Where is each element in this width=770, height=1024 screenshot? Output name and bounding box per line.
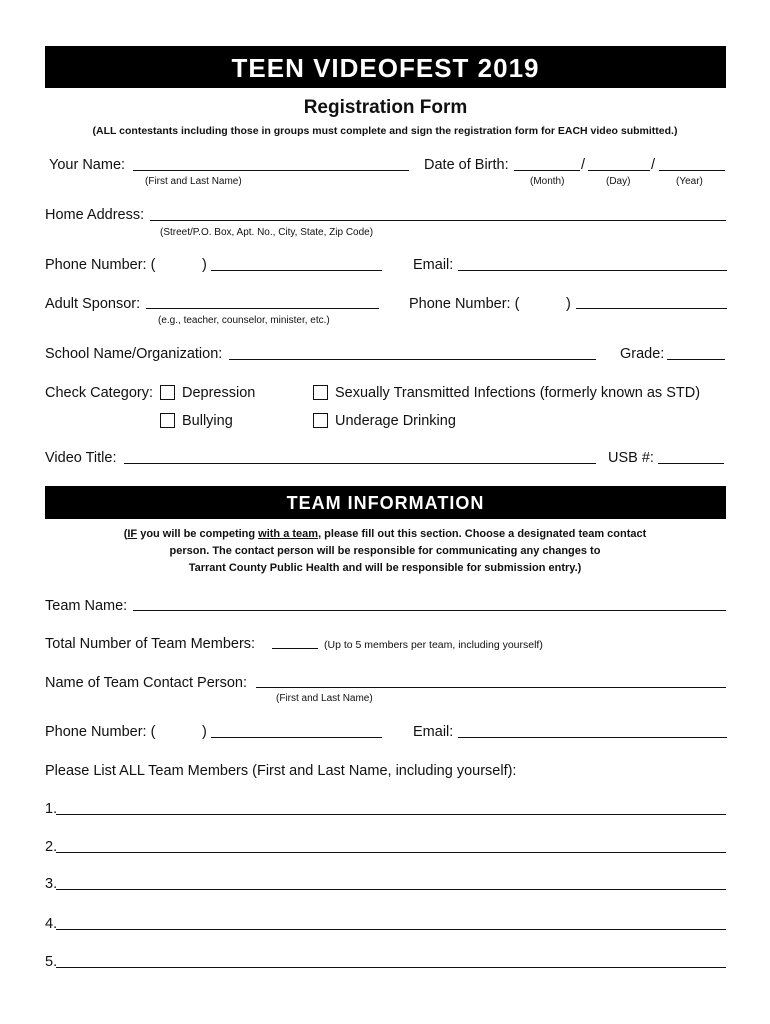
team-email-label: Email:	[413, 724, 454, 740]
member-number: 2.	[45, 839, 58, 855]
depression-checkbox[interactable]	[160, 385, 175, 400]
team-note-part2: , please fill out this section. Choose a designated team contact	[318, 528, 647, 540]
usb-field[interactable]	[658, 463, 724, 464]
home-address-hint: (Street/P.O. Box, Apt. No., City, State, Zip Code)	[160, 227, 374, 238]
home-address-label: Home Address:	[45, 207, 145, 223]
member-number: 1.	[45, 801, 58, 817]
team-name-field[interactable]	[133, 610, 726, 611]
member-5-field[interactable]	[56, 967, 726, 968]
form-instruction: (ALL contestants including those in groups must complete and sign the registration form for EACH video submitted.)	[92, 125, 678, 137]
phone-field[interactable]	[211, 270, 382, 271]
sponsor-phone-label: Phone Number: (	[409, 296, 520, 312]
form-subtitle: Registration Form	[303, 97, 468, 118]
video-title-label: Video Title:	[45, 450, 117, 466]
team-note-open: (	[123, 528, 128, 540]
member-4-field[interactable]	[56, 929, 726, 930]
team-note-part1: you will be competing	[137, 528, 259, 540]
grade-label: Grade:	[620, 346, 665, 362]
team-info-banner: TEAM INFORMATION	[45, 486, 726, 519]
contact-person-label: Name of Team Contact Person:	[45, 675, 248, 691]
dob-day-field[interactable]	[588, 170, 650, 171]
grade-field[interactable]	[667, 359, 725, 360]
dob-month-field[interactable]	[514, 170, 580, 171]
sponsor-phone-field[interactable]	[576, 308, 727, 309]
underage-drinking-label: Underage Drinking	[335, 413, 456, 429]
dob-label: Date of Birth:	[424, 157, 509, 173]
total-members-field[interactable]	[272, 648, 318, 649]
your-name-label: Your Name:	[49, 157, 126, 173]
underage-drinking-checkbox[interactable]	[313, 413, 328, 428]
team-note-with-team: with a team	[258, 528, 319, 540]
form-title-banner: TEEN VIDEOFEST 2019	[45, 46, 726, 88]
dob-year-hint: (Year)	[676, 176, 703, 187]
sti-checkbox[interactable]	[313, 385, 328, 400]
dob-month-hint: (Month)	[530, 176, 565, 187]
member-3-field[interactable]	[56, 889, 726, 890]
depression-label: Depression	[182, 385, 256, 401]
sti-label: Sexually Transmitted Infections (formerly known as STD)	[335, 385, 701, 401]
contact-person-field[interactable]	[256, 687, 726, 688]
team-phone-close-paren: )	[202, 724, 207, 740]
school-label: School Name/Organization:	[45, 346, 223, 362]
team-note-line1	[30, 528, 740, 540]
adult-sponsor-hint: (e.g., teacher, counselor, minister, etc.)	[158, 315, 330, 326]
member-number: 5.	[45, 954, 58, 970]
school-field[interactable]	[229, 359, 596, 360]
team-phone-field[interactable]	[211, 737, 382, 738]
adult-sponsor-field[interactable]	[146, 308, 379, 309]
member-2-field[interactable]	[56, 852, 726, 853]
phone-close-paren: )	[202, 257, 207, 273]
home-address-field[interactable]	[150, 220, 726, 221]
dob-year-field[interactable]	[659, 170, 725, 171]
member-number: 4.	[45, 916, 58, 932]
bullying-checkbox[interactable]	[160, 413, 175, 428]
email-label: Email:	[413, 257, 454, 273]
adult-sponsor-label: Adult Sponsor:	[45, 296, 141, 312]
team-note-line2: person. The contact person will be responsible for communicating any changes to	[169, 545, 601, 557]
video-title-field[interactable]	[124, 463, 596, 464]
team-note-if: IF	[127, 528, 138, 540]
contact-person-hint: (First and Last Name)	[276, 693, 373, 704]
your-name-hint: (First and Last Name)	[145, 176, 242, 187]
bullying-label: Bullying	[182, 413, 233, 429]
team-phone-label: Phone Number: (	[45, 724, 156, 740]
dob-separator: /	[581, 157, 586, 173]
team-members-list-label: Please List ALL Team Members (First and Last Name, including yourself):	[45, 763, 517, 779]
team-name-label: Team Name:	[45, 598, 128, 614]
dob-day-hint: (Day)	[606, 176, 631, 187]
sponsor-phone-close-paren: )	[566, 296, 571, 312]
email-field[interactable]	[458, 270, 727, 271]
category-label: Check Category:	[45, 385, 153, 401]
dob-separator: /	[651, 157, 656, 173]
member-number: 3.	[45, 876, 58, 892]
your-name-field[interactable]	[133, 170, 409, 171]
team-note-line3: Tarrant County Public Health and will be responsible for submission entry.)	[188, 562, 582, 574]
total-members-hint: (Up to 5 members per team, including yourself)	[324, 639, 543, 651]
member-1-field[interactable]	[56, 814, 726, 815]
team-email-field[interactable]	[458, 737, 727, 738]
usb-label: USB #:	[608, 450, 654, 466]
phone-label: Phone Number: (	[45, 257, 156, 273]
total-members-label: Total Number of Team Members:	[45, 636, 256, 652]
